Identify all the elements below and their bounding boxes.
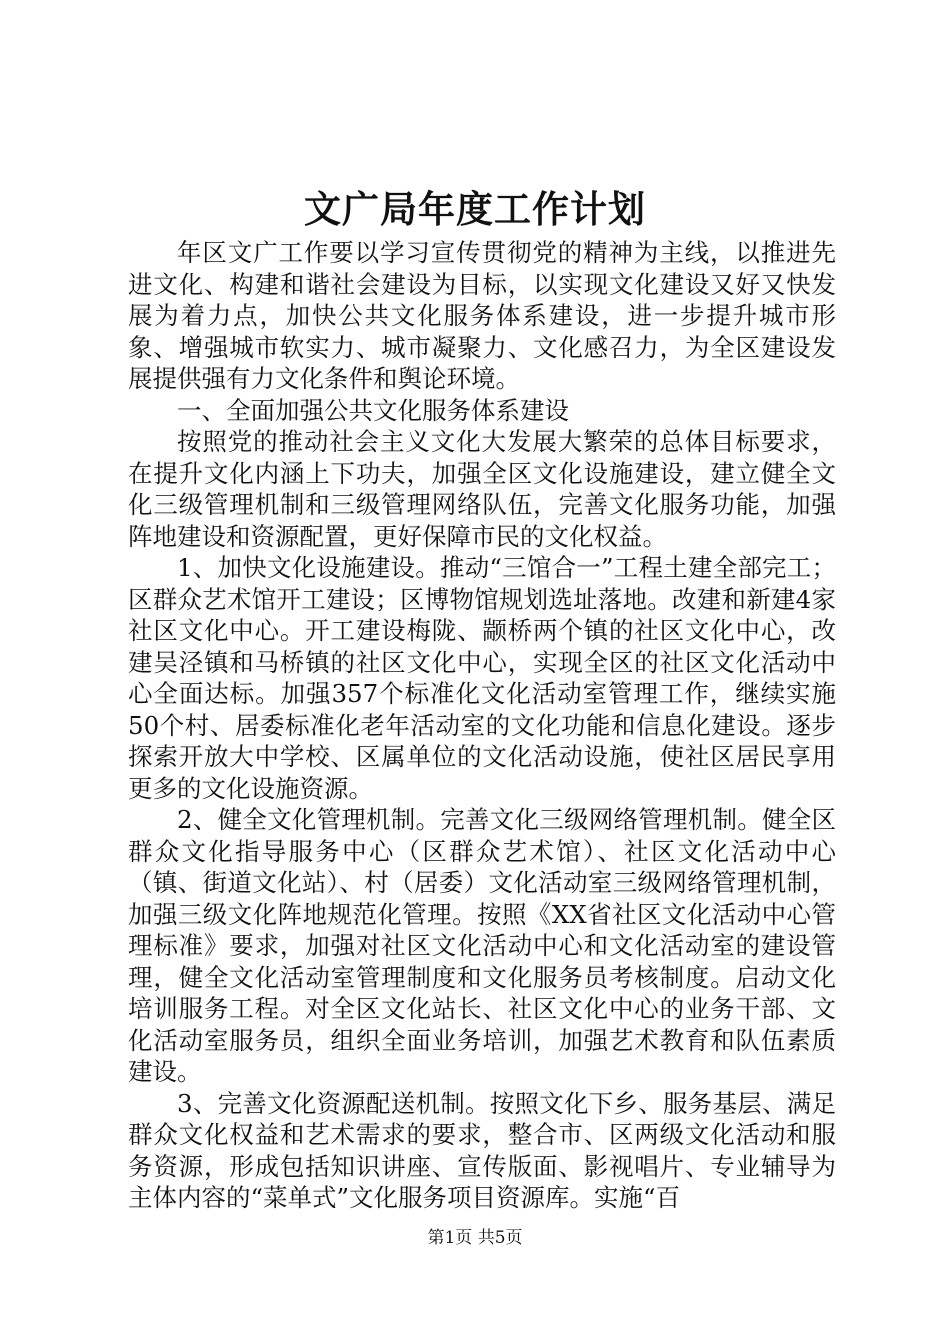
section-paragraph-1: 按照党的推动社会主义文化大发展大繁荣的总体目标要求，在提升文化内涵上下功夫，加强全区文化设施建设，建立健全文化三级管理机制和三级管理网络队伍，完善文化服务功能，加强阵地建设和资源配置，更好保障市民的文化权益。 [128, 427, 836, 551]
document-title: 文广局年度工作计划 [304, 187, 646, 231]
item-paragraph-1: 1、加快文化设施建设。推动“三馆合一”工程土建全部完工；区群众艺术馆开工建设；区博物馆规划选址落地。改建和新建4家社区文化中心。开工建设梅陇、颛桥两个镇的社区文化中心，改建吴泾镇和马桥镇的社区文化中心，实现全区的社区文化活动中心全面达标。加强357个标准化文化活动室管理工作，继续实施50个村、居委标准化老年活动室的文化功能和信息化建设。逐步探索开放大中学校、区属单位的文化活动设施，使社区居民享用更多的文化设施资源。 [128, 553, 836, 803]
item-paragraph-3: 3、完善文化资源配送机制。按照文化下乡、服务基层、满足群众文化权益和艺术需求的要求，整合市、区两级文化活动和服务资源，形成包括知识讲座、宣传版面、影视唱片、专业辅导为主体内容的“菜单式”文化服务项目资源库。实施“百 [128, 1088, 836, 1212]
intro-paragraph: 年区文广工作要以学习宣传贯彻党的精神为主线，以推进先进文化、构建和谐社会建设为目标，以实现文化建设又好又快发展为着力点，加快公共文化服务体系建设，进一步提升城市形象、增强城市软实力、城市凝聚力、文化感召力，为全区建设发展提供强有力文化条件和舆论环境。 [128, 238, 836, 393]
section-heading-1: 一、全面加强公共文化服务体系建设 [177, 395, 569, 425]
page-footer: 第1页 共5页 [427, 1228, 523, 1248]
document-body [128, 237, 836, 1214]
item-paragraph-2: 2、健全文化管理机制。完善文化三级网络管理机制。健全区群众文化指导服务中心（区群众艺术馆）、社区文化活动中心（镇、街道文化站）、村（居委）文化活动室三级网络管理机制，加强三级文化阵地规范化管理。按照《XX省社区文化活动中心管理标准》要求，加强对社区文化活动中心和文化活动室的建设管理，健全文化活动室管理制度和文化服务员考核制度。启动文化培训服务工程。对全区文化站长、社区文化中心的业务干部、文化活动室服务员，组织全面业务培训，加强艺术教育和队伍素质建设。 [128, 805, 836, 1086]
